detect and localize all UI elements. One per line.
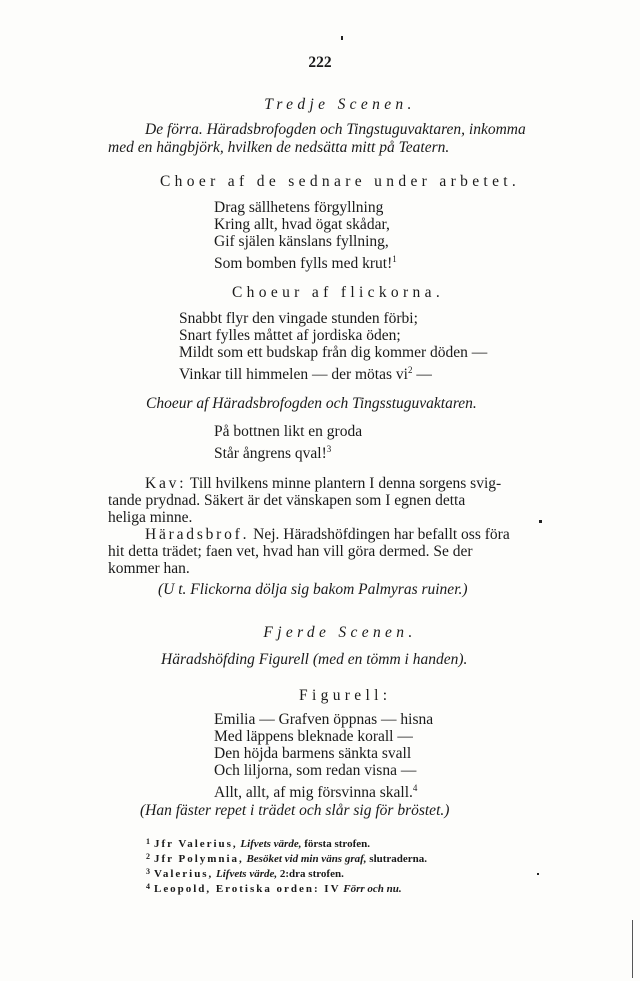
footnote: $^4$ Leopold, Erotiska orden: IV Förr och nu. — [146, 882, 402, 895]
verse-line: Allt, allt, af mig försvinna skall.$^4$ — [214, 783, 418, 801]
stage-direction: De förra. Häradsbrofogden och Tingstuguvaktaren, inkomma — [145, 121, 526, 138]
verse-line: Står ångrens qval!$^3$ — [214, 444, 332, 462]
stage-direction: (U t. Flickorna dölja sig bakom Palmyras ruiner.) — [158, 581, 468, 598]
page-number: 222 — [308, 54, 332, 71]
page-edge-line — [632, 920, 633, 978]
verse-line: Kring allt, hvad ögat skådar, — [214, 216, 390, 233]
speaker-name: Kav: — [145, 475, 187, 492]
ink-mark — [537, 873, 539, 875]
verse-line: Med läppens bleknade korall — — [214, 728, 413, 745]
ink-mark — [539, 520, 542, 523]
stage-direction: Häradshöfding Figurell (med en tömm i handen). — [161, 651, 468, 668]
dialogue-line: hit detta trädet; faen vet, hvad han vill göra dermed. Se der — [108, 543, 473, 560]
scene-title: Fjerde Scenen. — [263, 624, 417, 641]
footnote-ref: 1 — [392, 254, 397, 264]
ink-mark — [341, 36, 343, 40]
verse-line: På bottnen likt en groda — [214, 423, 363, 440]
choir-heading: Choeur af Häradsbrofogden och Tingsstuguvaktaren. — [146, 395, 477, 412]
footnote-ref: 2 — [407, 365, 413, 375]
stage-direction: med en hängbjörk, hvilken de nedsätta mitt på Teatern. — [108, 139, 450, 156]
speaker-heading: Figurell: — [299, 687, 392, 704]
choir-heading: Choeur af flickorna. — [232, 284, 445, 301]
verse-line: Som bomben fylls med krut!$^1$ — [214, 254, 397, 272]
footnote-ref: 4 — [412, 783, 418, 793]
choir-heading: Choer af de sednare under arbetet. — [160, 173, 521, 190]
verse-line: Drag sällhetens förgyllning — [214, 199, 384, 216]
dialogue-line: tande prydnad. Säkert är det vänskapen som I egnen detta — [108, 492, 466, 509]
footnote: $^2$ Jfr Polymnia, Besöket vid min väns graf, slutraderna. — [146, 852, 428, 865]
footnote: $^1$ Jfr Valerius, Lifvets värde, första strofen. — [146, 837, 370, 850]
verse-line: Snabbt flyr den vingade stunden förbi; — [179, 310, 418, 327]
verse-line: Den höjda barmens sänkta svall — [214, 745, 412, 762]
verse-line: Gif själen känslans fyllning, — [214, 233, 389, 250]
footnote-ref: 3 — [326, 444, 332, 454]
verse-line: Mildt som ett budskap från dig kommer döden — — [179, 344, 488, 361]
dialogue-line: heliga minne. — [108, 509, 193, 526]
stage-direction: (Han fäster repet i trädet och slår sig för bröstet.) — [140, 802, 450, 819]
dialogue-line: Kav: Till hvilkens minne plantern I denna sorgens svig- — [145, 475, 502, 492]
speaker-name: Häradsbrof. — [145, 526, 250, 543]
verse-line: Snart fylles måttet af jordiska öden; — [179, 327, 401, 344]
verse-line: Emilia — Grafven öppnas — hisna — [214, 711, 434, 728]
verse-line: Vinkar till himmelen — der mötas $vi^2$ — — [179, 365, 432, 383]
dialogue-line: Häradsbrof. Nej. Häradshöfdingen har befallt oss föra — [145, 526, 510, 543]
verse-line: Och liljorna, som redan visna — — [214, 762, 417, 779]
dialogue-line: kommer han. — [108, 560, 190, 577]
footnote: $^3$ Valerius, Lifvets värde, 2:dra strofen. — [146, 867, 344, 880]
scene-title: Tredje Scenen. — [264, 96, 416, 113]
